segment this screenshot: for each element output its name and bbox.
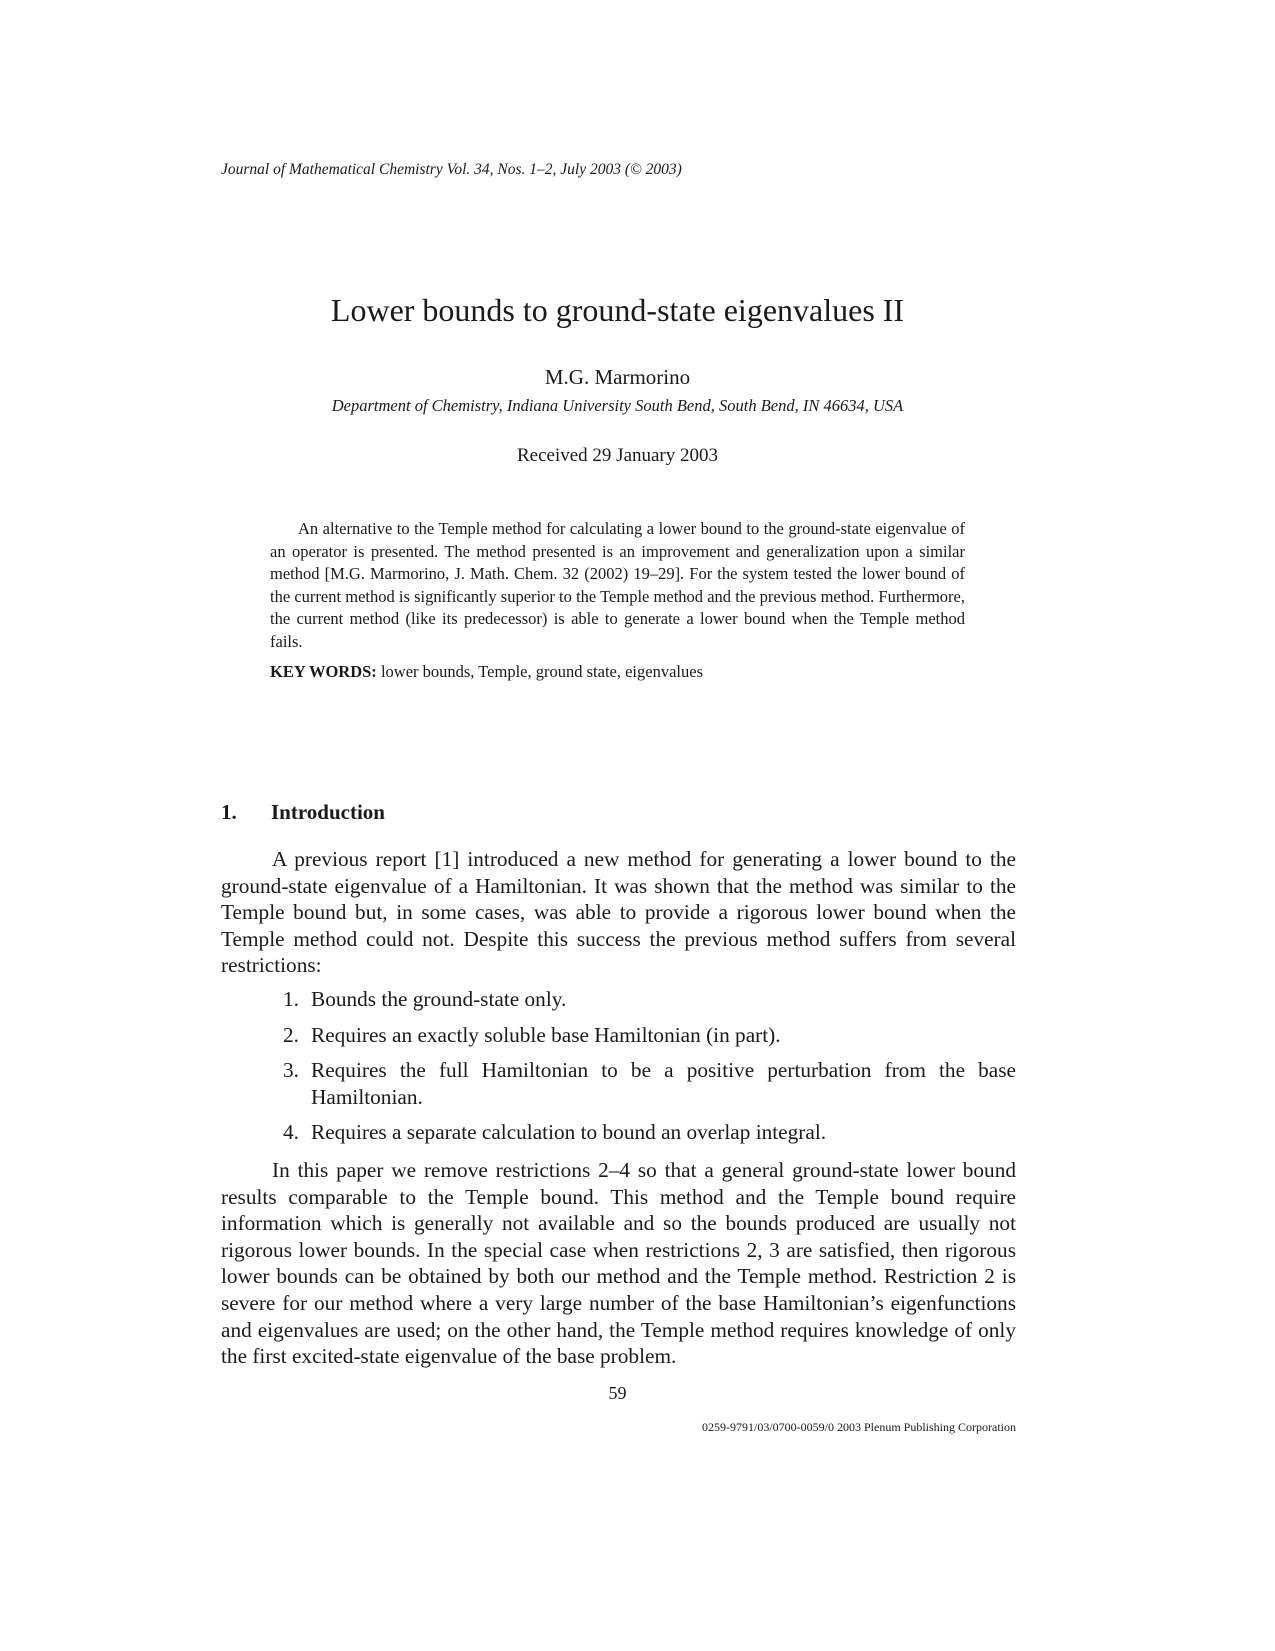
list-item-text: Requires an exactly soluble base Hamiltonian (in part). [311, 1022, 781, 1047]
author-affiliation: Department of Chemistry, Indiana University South Bend, South Bend, IN 46634, USA [331, 396, 904, 415]
received-date: Received 29 January 2003 [516, 445, 719, 466]
list-item-text: Requires a separate calculation to bound an overlap integral. [311, 1120, 827, 1145]
restrictions-list [283, 986, 1016, 1155]
list-item [283, 1119, 1016, 1146]
list-item-text: Requires the full Hamiltonian to be a positive perturbation from the base Hamiltonian. [311, 1058, 1016, 1109]
keywords-list: lower bounds, Temple, ground state, eigenvalues [380, 662, 703, 681]
section-number: 1. [221, 800, 237, 824]
section-heading [221, 800, 385, 825]
author-name: M.G. Marmorino [544, 365, 691, 389]
intro-paragraph-2: In this paper we remove restrictions 2–4 so that a general ground-state lower bound results comparable to the Temple bound. This method and the Temple bound require information which is generally not available and so the bounds produced are usually not rigorous lower bounds. In the special case when restrictions 2, 3 are satisfied, then rigorous lower bounds can be obtained by both our method and the Temple method. Restriction 2 is severe for our method where a very large number of the base Hamiltonian’s eigenfunctions and eigenvalues are used; on the other hand, the Temple method requires knowledge of only the first excited-state eigenvalue of the base problem. [221, 1158, 1016, 1369]
page-number: 59 [608, 1383, 627, 1403]
abstract-text: An alternative to the Temple method for calculating a lower bound to the ground-state eigenvalue of an operator is presented. The method presented is an improvement and generalization upon a similar method [M.G. Marmorino, J. Math. Chem. 32 (2002) 19–29]. For the system tested the lower bound of the current method is significantly superior to the Temple method and the previous method. Furthermore, the current method (like its predecessor) is able to generate a lower bound when the Temple method fails. [270, 519, 965, 651]
list-item-marker: 3. [283, 1058, 299, 1083]
list-item [283, 1022, 1016, 1049]
list-item-text: Bounds the ground-state only. [311, 987, 567, 1011]
list-item-marker: 1. [283, 987, 299, 1011]
list-item-marker: 4. [283, 1120, 299, 1145]
list-item-marker: 2. [283, 1022, 299, 1047]
paper-title: Lower bounds to ground-state eigenvalues II [330, 292, 905, 328]
list-item [283, 986, 1016, 1013]
section-title: Introduction [271, 800, 385, 824]
keywords-label: KEY WORDS: [270, 662, 377, 681]
intro-paragraph-1: A previous report [1] introduced a new method for generating a lower bound to the ground-state eigenvalue of a Hamiltonian. It was shown that the method was similar to the Temple bound but, in some cases, was able to provide a rigorous lower bound when the Temple method could not. Despite this success the previous method suffers from several restrictions: [221, 847, 1016, 978]
keywords-line [270, 662, 703, 682]
journal-citation: Journal of Mathematical Chemistry Vol. 34, Nos. 1–2, July 2003 (© 2003) [221, 161, 682, 178]
list-item [283, 1057, 1016, 1110]
copyright-line: 0259-9791/03/0700-0059/0 2003 Plenum Publishing Corporation [702, 1420, 1016, 1434]
